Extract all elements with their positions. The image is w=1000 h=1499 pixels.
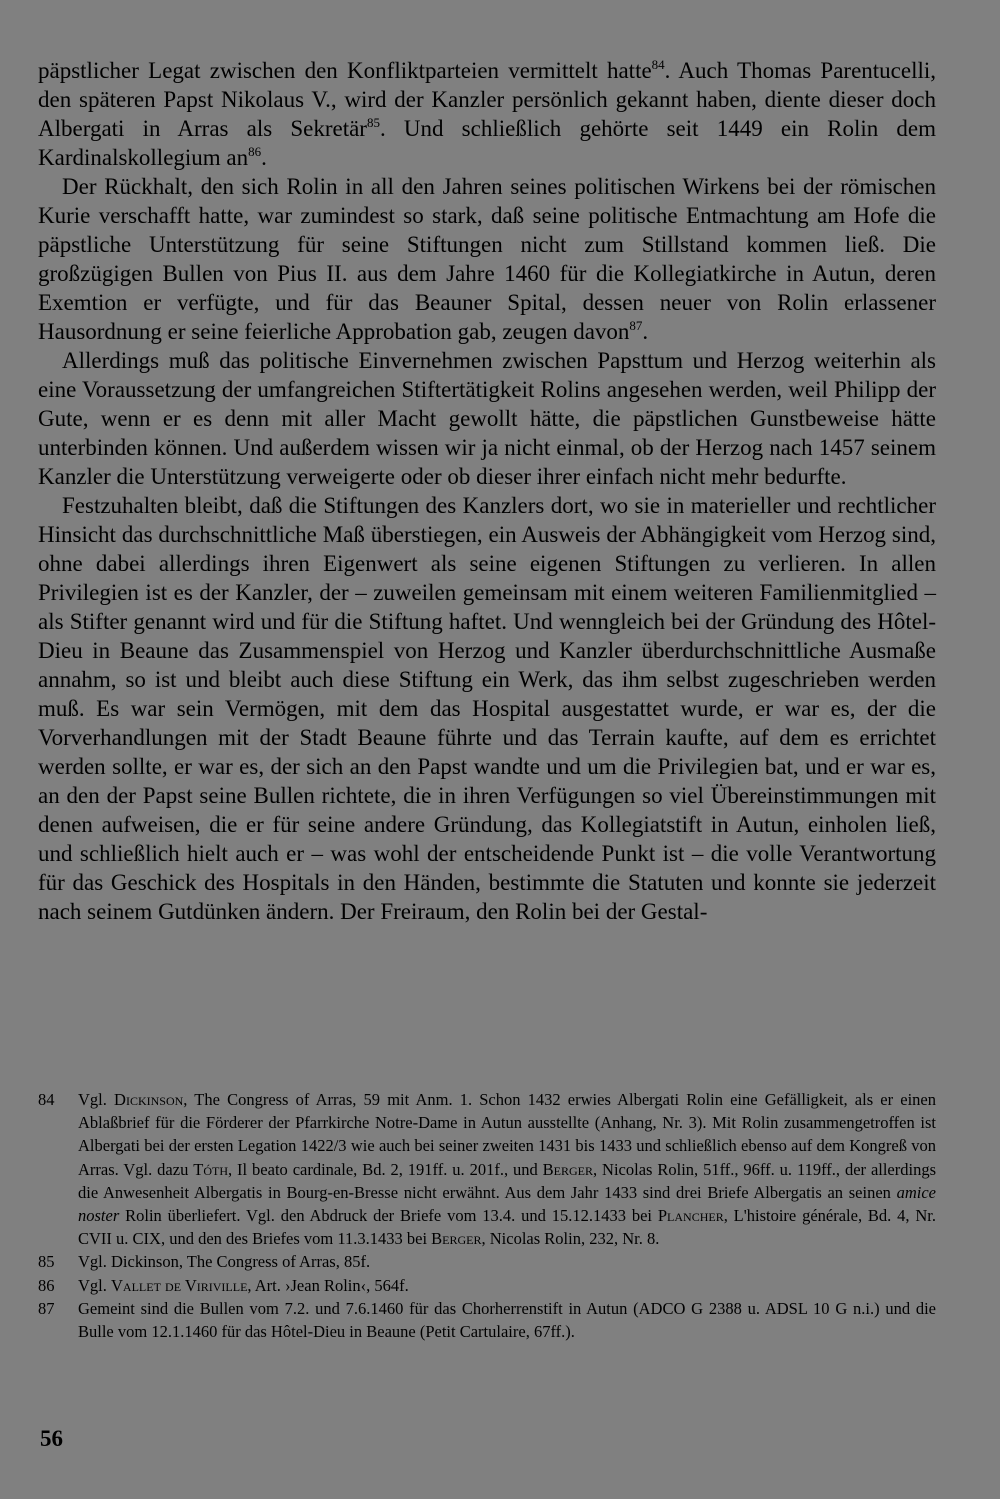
text-run: . Und schließlich gehörte seit 1449 ein Rolin dem Kardinalskollegium an <box>38 116 936 170</box>
footnote-number: 86 <box>38 1275 55 1295</box>
author-name: Vallet de Viriville <box>111 1275 248 1295</box>
footnote-84 <box>38 1088 936 1250</box>
paragraph-3: Allerdings muß das politische Einvernehmen zwischen Papsttum und Herzog weiterhin als eine Voraussetzung der umfangreichen Stiftertätigkeit Rolins angesehen werden, weil Philipp der Gute, wenn er es denn mit aller Macht gewollt hätte, die päpstlichen Gunstbeweise hätte unterbinden können. Und außerdem wissen wir ja nicht einmal, ob der Herzog nach 1457 seinem Kanzler die Unterstützung verweigerte oder ob dieser ihrer einfach nicht mehr bedurfte. <box>38 348 936 489</box>
text-run: Vgl. <box>78 1090 115 1109</box>
page-number: 56 <box>40 1426 63 1451</box>
author-name: Dickinson <box>114 1090 184 1109</box>
text-run: . <box>261 145 267 170</box>
text-run: , L'histoire générale, Bd. 4, Nr. CVII u. CIX, und den des Briefes vom 11.3.1433 bei <box>78 1206 937 1249</box>
paragraph-4: Festzuhalten bleibt, daß die Stiftungen des Kanzlers dort, wo sie in materieller und rechtlicher Hinsicht das durchschnittliche Maß überstiegen, ein Ausweis der Abhängigkeit vom Herzog sind, ohne dabei allerdings ihren Eigenwert als seine eigenen Stiftungen zu verlieren. In allen Privilegien ist es der Kanzler, der – zuweilen gemeinsam mit einem weiteren Familienmitglied – als Stifter genannt wird und für die Stiftung haftet. Und wenngleich bei der Gründung des Hôtel-Dieu in Beaune das Zusammenspiel von Herzog und Kanzler überdurchschnittliche Ausmaße annahm, so ist und bleibt auch diese Stiftung ein Werk, das ihm selbst zugeschrieben werden muß. Es war sein Vermögen, mit dem das Hospital ausgestattet wurde, er war es, der die Vorverhandlungen mit der Stadt Beaune führte und das Terrain kaufte, auf dem es errichtet werden sollte, er war es, der sich an den Papst wandte und um die Privilegien bat, und er war es, an den der Papst seine Bullen richtete, die in ihren Verfügungen so viel Übereinstimmungen mit denen aufweisen, die er für seine andere Gründung, das Kollegiatstift in Autun, einholen ließ, und schließlich hielt auch er – was wohl der entscheidende Punkt ist – die volle Verantwortung für das Geschick des Hospitals in den Händen, bestimmte die Statuten und konnte sie jederzeit nach seinem Gutdünken ändern. Der Freiraum, den Rolin bei der Gestal- <box>38 493 936 924</box>
footnote-text: Gemeint sind die Bullen vom 7.2. und 7.6.1460 für das Chorherrenstift in Autun (ADCO G 2388 u. ADSL 10 G n.i.) und die Bulle vom 12.1.1460 für das Hôtel-Dieu in Beaune (Petit Cartulaire, 67ff.). <box>78 1298 936 1342</box>
footnote-ref-84: 84 <box>651 57 665 72</box>
author-name: Berger <box>431 1229 482 1249</box>
main-text <box>38 56 936 926</box>
footnote-text <box>78 1088 936 1250</box>
text-run: , Nicolas Rolin, 232, Nr. 8. <box>481 1229 660 1249</box>
italic-phrase: amice noster <box>78 1182 936 1226</box>
footnote-text <box>78 1274 936 1297</box>
author-name: Plancher <box>657 1206 724 1226</box>
text-run: Vgl. <box>78 1275 111 1295</box>
text-run: Der Rückhalt, den sich Rolin in all den Jahren seines politischen Wirkens bei der römischen Kurie verschafft hatte, war zumindest so stark, daß seine politische Entmachtung am Hofe die päpstliche Unterstützung für seine Stiftungen nicht zum Stillstand kommen ließ. Die großzügigen Bullen von Pius II. aus dem Jahre 1460 für die Kollegiatkirche in Autun, deren Exemtion er verfügte, und für das Beauner Spital, dessen neuer von Rolin erlassener Hausordnung er seine feierliche Approbation gab, zeugen davon <box>38 174 936 344</box>
footnote-85 <box>38 1250 936 1273</box>
footnote-number: 84 <box>38 1090 55 1109</box>
text-run: . Auch Thomas Parentucelli, den späteren Papst Nikolaus V., wird der Kanzler persönlich gekannt haben, diente dieser doch Albergati in Arras als Sekretär <box>38 58 936 141</box>
paragraph-2 <box>38 172 936 346</box>
footnote-number: 87 <box>38 1298 55 1318</box>
text-run: , Art. ›Jean Rolin‹, 564f. <box>247 1275 409 1295</box>
footnotes <box>38 1088 936 1343</box>
footnote-87 <box>38 1297 936 1343</box>
text-run: , The Congress of Arras, 59 mit Anm. 1. Schon 1432 erwies Albergati Rolin eine Gefälligkeit, als er einen Ablaßbrief für die Förderer der Pfarrkirche Notre-Dame in Autun ausstellte (Anhang, Nr. 3). Mit Rolin zusammengetroffen ist Albergati bei der ersten Legation 1422/3 wie auch bei seiner zweiten 1431 bis 1433 und schließlich ebenso auf dem Kongreß von Arras. Vgl. dazu <box>78 1090 936 1179</box>
text-run: . <box>642 319 649 344</box>
footnote-ref-85: 85 <box>366 115 380 130</box>
footnote-ref-87: 87 <box>629 318 643 333</box>
text-run: päpstlicher Legat zwischen den Konfliktparteien vermittelt hatte <box>38 58 652 83</box>
author-name: Tóth <box>193 1159 229 1179</box>
text-run: Rolin überliefert. Vgl. den Abdruck der Briefe vom 13.4. und 15.12.1433 bei <box>119 1206 658 1226</box>
author-name: Berger <box>542 1159 593 1179</box>
footnote-86 <box>38 1274 936 1297</box>
footnote-number: 85 <box>38 1252 55 1272</box>
footnote-ref-86: 86 <box>248 144 262 159</box>
text-run: , Il beato cardinale, Bd. 2, 191ff. u. 201f., und <box>228 1159 543 1179</box>
footnote-text: Vgl. Dickinson, The Congress of Arras, 85f. <box>78 1252 371 1272</box>
paragraph-1 <box>38 56 936 172</box>
text-run: , Nicolas Rolin, 51ff., 96ff. u. 119ff., der allerdings die Anwesenheit Albergatis in Bourg-en-Bresse nicht erwähnt. Aus dem Jahr 1433 sind drei Briefe Albergatis an seinen <box>78 1159 937 1202</box>
